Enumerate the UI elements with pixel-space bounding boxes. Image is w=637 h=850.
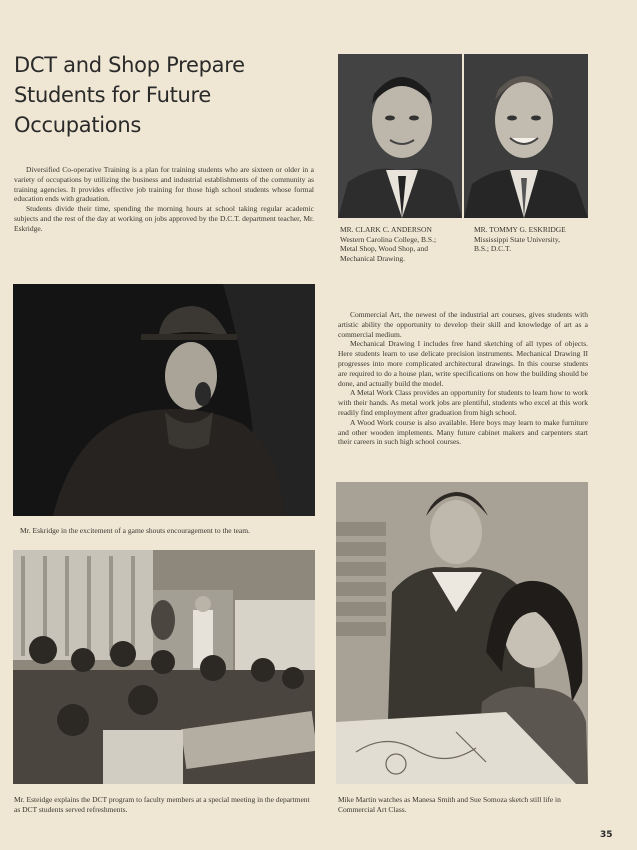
- meeting-photo: [13, 550, 315, 784]
- game-photo: [13, 284, 315, 516]
- art-class-caption: Mike Martin watches as Manesa Smith and Sue Somoza sketch still life in Commercial Art Class.: [338, 795, 561, 814]
- anderson-portrait: [338, 54, 462, 218]
- intro-paragraph-2: Students divide their time, spending the morning hours at school taking regular academic subjects and the rest of the day at working on jobs approved by the D.C.T. department teacher, Mr. Eskridge.: [14, 204, 314, 233]
- shop-paragraph-4: A Wood Work course is also available. Here boys may learn to make furniture and other wooden implements. Many future cabinet makers and carpenters start their careers in such high school courses.: [338, 417, 588, 447]
- anderson-credential-2: Metal Shop, Wood Shop, and: [340, 244, 429, 253]
- eskridge-credential-1: Mississippi State University,: [474, 234, 560, 244]
- eskridge-credential-2: B.S.; D.C.T.: [474, 244, 511, 253]
- page-number: 35: [600, 830, 613, 840]
- anderson-credential-1: Western Carolina College, B.S.;: [340, 234, 437, 244]
- eskridge-portrait: [464, 54, 588, 218]
- headline-line-3: Occupations: [14, 113, 141, 137]
- shop-paragraph-2: Mechanical Drawing I includes free hand sketching of all types of objects. Here students learn to use delicate precision instruments. Mechanical Drawing II progresses into more complicated architectural drawings. In this course students are required to do a house plan, write specifications on how the building should be done, and actually build the model.: [338, 339, 588, 388]
- intro-paragraph-1: Diversified Co-operative Training is a plan for training students who are sixteen or older in a variety of occupations by utilizing the business and industrial establishments of the community as training agencies. It provides effective job training for those high school students whose formal education ends with graduation.: [14, 165, 314, 204]
- meeting-photo-caption: Mr. Esteidge explains the DCT program to faculty members at a special meeting in the department as DCT students served refreshments.: [14, 795, 310, 814]
- game-photo-caption: Mr. Eskridge in the excitement of a game shouts encouragement to the team.: [20, 526, 250, 535]
- art-class-photo: [336, 482, 588, 784]
- headline-line-2: Students for Future: [14, 83, 212, 107]
- eskridge-name: MR. TOMMY G. ESKRIDGE: [474, 225, 566, 234]
- page-headline: [14, 50, 314, 140]
- anderson-name: MR. CLARK C. ANDERSON: [340, 225, 432, 234]
- headline-line-1: DCT and Shop Prepare: [14, 53, 245, 77]
- shop-paragraph-1: Commercial Art, the newest of the industrial art courses, gives students with artistic ability the opportunity to develop their skill and knowledge of art as a commercial medium.: [338, 310, 588, 339]
- shop-courses-text: [338, 310, 588, 447]
- intro-text: [14, 165, 314, 234]
- anderson-credential-3: Mechanical Drawing.: [340, 253, 405, 263]
- anderson-caption: [340, 225, 462, 263]
- eskridge-caption: [474, 225, 590, 254]
- shop-paragraph-3: A Metal Work Class provides an opportunity for students to learn how to work with their hands. As metal work jobs are plentiful, students who excel at this work readily find employment after graduation from high school.: [338, 388, 588, 417]
